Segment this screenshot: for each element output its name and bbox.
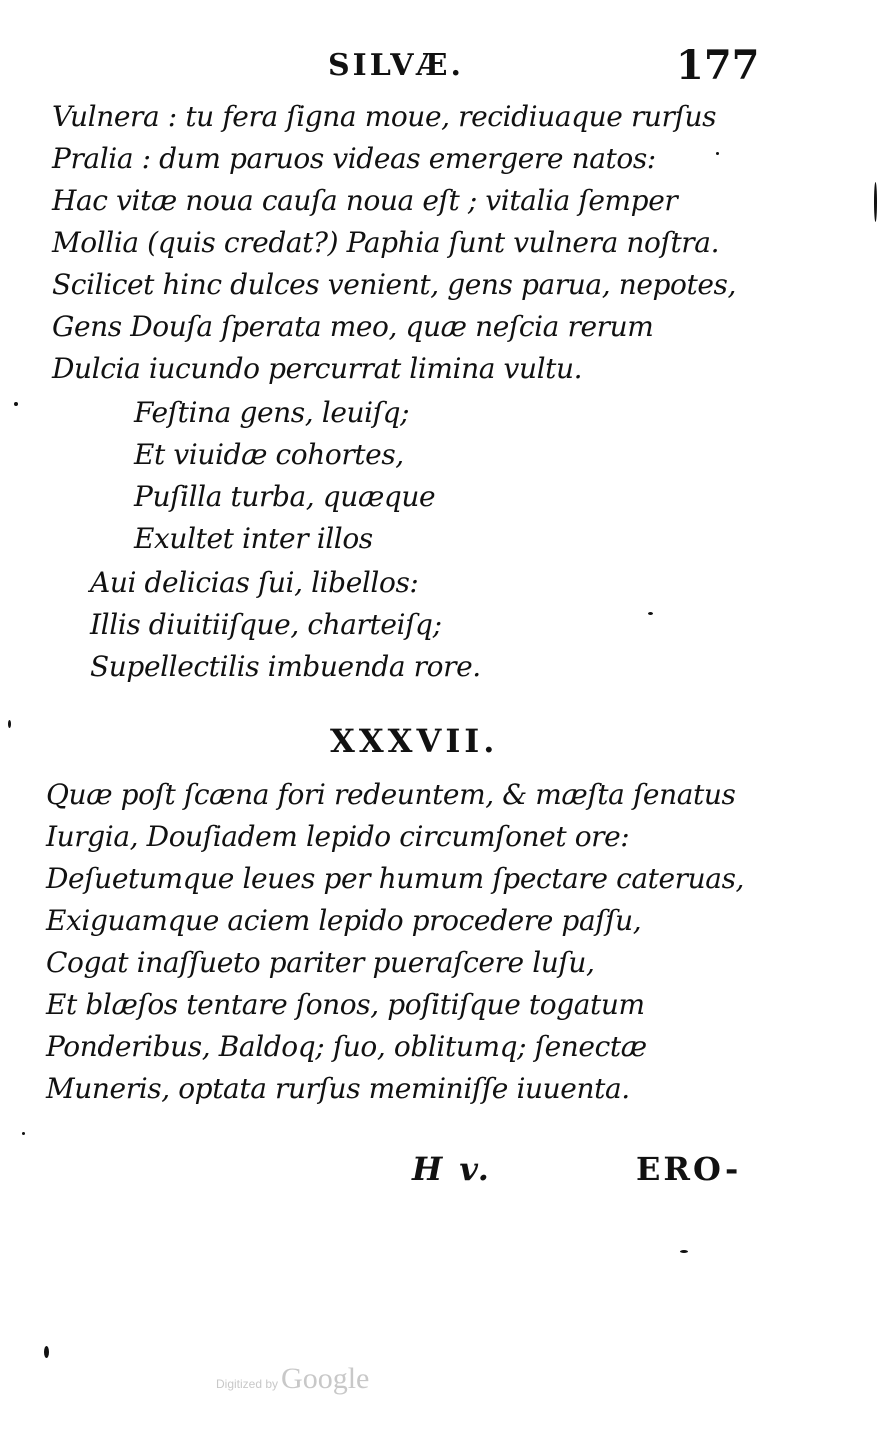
verse-line: Supellectilis imbuenda rore. — [90, 650, 481, 683]
scan-speck — [22, 1132, 25, 1135]
verse-line: Illis diuitiiſque, charteiſq; — [90, 608, 442, 641]
indented-verse-line: Feſtina gens, leuiſq; — [134, 396, 410, 429]
verse-line: Gens Douſa ſperata meo, quæ neſcia rerum — [52, 310, 654, 343]
indented-verse-line: Puſilla turba, quæque — [134, 480, 436, 513]
watermark-brand: Google — [281, 1362, 370, 1395]
watermark-prefix: Digitized by — [216, 1377, 279, 1391]
verse-line: Scilicet hinc dulces venient, gens parua, nepotes, — [52, 268, 737, 301]
verse-line: Pralia : dum paruos videas emergere natos: — [52, 142, 656, 175]
page-number: 177 — [676, 42, 760, 89]
scan-speck — [648, 612, 653, 615]
verse-line: Aui delicias ſui, libellos: — [90, 566, 419, 599]
scan-speck — [44, 1346, 49, 1358]
verse-line: Muneris, optata rurſus meminiſſe iuuenta. — [46, 1072, 630, 1105]
verse-line: Dulcia iucundo percurrat limina vultu. — [52, 352, 583, 385]
signature-mark: H v. — [412, 1150, 492, 1188]
verse-line: Hac vitæ noua cauſa noua eſt ; vitalia ſemper — [52, 184, 678, 217]
scan-speck — [680, 1250, 688, 1253]
running-head: SILVÆ. — [328, 48, 464, 83]
verse-line: Cogat inaſſueto pariter pueraſcere luſu, — [46, 946, 595, 979]
verse-line: Quæ poſt ſcæna fori redeuntem, & mæſta ſenatus — [46, 778, 736, 811]
verse-line: Iurgia, Douſiadem lepido circumſonet ore: — [46, 820, 630, 853]
verse-line: Vulnera : tu fera ſigna moue, recidiuaque rurſus — [52, 100, 717, 133]
scan-speck — [716, 152, 719, 155]
indented-verse-line: Exultet inter illos — [134, 522, 373, 555]
scan-speck — [874, 182, 877, 222]
section-heading: XXXVII. — [330, 722, 499, 760]
verse-line: Ponderibus, Baldoq; ſuo, oblitumq; ſenectæ — [46, 1030, 647, 1063]
verse-line: Et blæſos tentare ſonos, poſitiſque togatum — [46, 988, 645, 1021]
verse-line: Mollia (quis credat?) Paphia ſunt vulnera noſtra. — [52, 226, 720, 259]
scan-speck — [8, 720, 11, 728]
scan-speck — [14, 402, 18, 406]
digitization-watermark — [216, 1362, 369, 1396]
verse-line: Exiguamque aciem lepido procedere paſſu, — [46, 904, 642, 937]
catchword: ERO- — [636, 1150, 742, 1188]
verse-line: Deſuetumque leues per humum ſpectare cateruas, — [46, 862, 745, 895]
indented-verse-line: Et viuidæ cohortes, — [134, 438, 404, 471]
